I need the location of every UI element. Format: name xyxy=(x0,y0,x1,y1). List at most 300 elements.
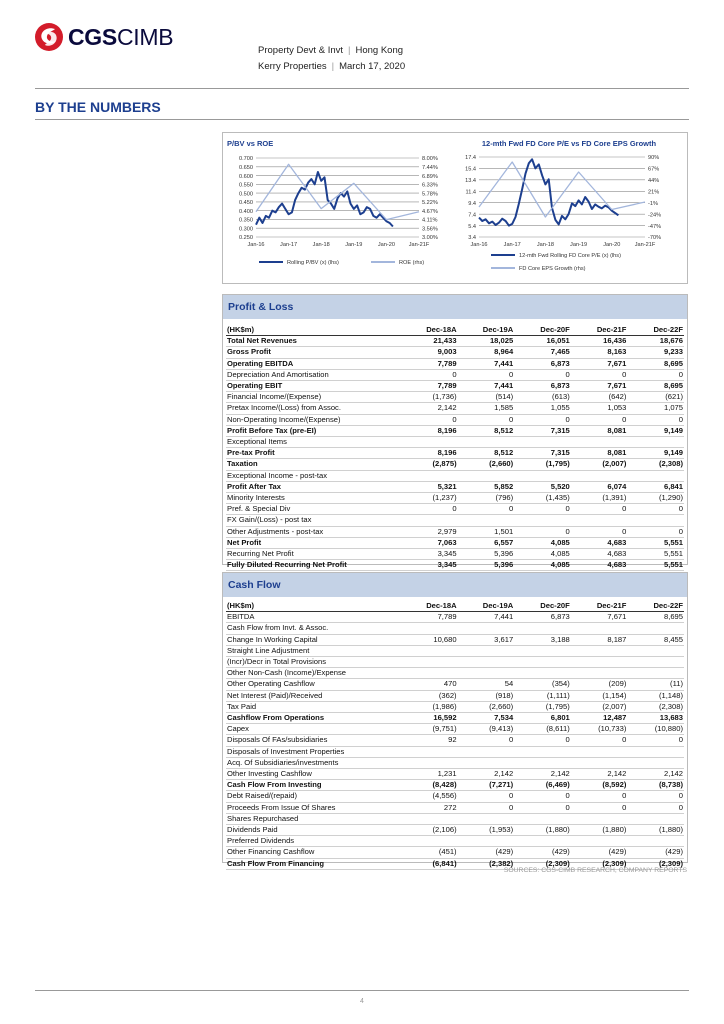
row-label: Other Non-Cash (Income)/Expense xyxy=(226,668,401,679)
cell-value: 0 xyxy=(571,735,628,746)
y-right-tick-label: 4.11% xyxy=(422,217,438,224)
cell-value: 7,789 xyxy=(401,381,458,392)
cell-value xyxy=(627,668,684,679)
y-left-tick-label: 0.300 xyxy=(239,226,253,233)
row-label: Profit Before Tax (pre-EI) xyxy=(226,425,401,436)
table-row xyxy=(226,470,684,481)
row-label: Acq. Of Subsidiaries/investments xyxy=(226,757,401,768)
cgs-cimb-logo-icon xyxy=(34,22,64,52)
cell-value xyxy=(514,746,571,757)
cell-value: 2,142 xyxy=(571,769,628,780)
row-label: Taxation xyxy=(226,459,401,470)
row-label: Debt Raised/(repaid) xyxy=(226,791,401,802)
cell-value: 2,142 xyxy=(627,769,684,780)
cell-value: 0 xyxy=(401,369,458,380)
legend-label: Rolling P/BV (x) (lhs) xyxy=(287,260,339,266)
cell-value xyxy=(401,470,458,481)
table-row xyxy=(226,425,684,436)
cell-value xyxy=(571,470,628,481)
row-label: Operating EBITDA xyxy=(226,358,401,369)
cell-value: 54 xyxy=(458,679,515,690)
cell-value: (362) xyxy=(401,690,458,701)
table-row xyxy=(226,459,684,470)
table-row xyxy=(226,515,684,526)
row-label: Other Investing Cashflow xyxy=(226,769,401,780)
table-row xyxy=(226,403,684,414)
table-row xyxy=(226,780,684,791)
cell-value: 7,441 xyxy=(458,358,515,369)
y-left-tick-label: 0.250 xyxy=(239,235,253,242)
cell-value: 0 xyxy=(571,414,628,425)
cell-value: 8,512 xyxy=(458,425,515,436)
column-header: Dec-20F xyxy=(514,325,571,336)
cell-value: (6,469) xyxy=(514,780,571,791)
table-row xyxy=(226,347,684,358)
cell-value: (621) xyxy=(627,392,684,403)
cell-value: 0 xyxy=(401,504,458,515)
table-row xyxy=(226,813,684,824)
cell-value: 6,841 xyxy=(627,481,684,492)
cell-value: 7,465 xyxy=(514,347,571,358)
column-header: Dec-20F xyxy=(514,601,571,612)
market-label: Hong Kong xyxy=(355,45,404,56)
row-label: Disposals of Investment Properties xyxy=(226,746,401,757)
cell-value: 0 xyxy=(571,791,628,802)
table-row xyxy=(226,701,684,712)
cell-value: 7,315 xyxy=(514,425,571,436)
cell-value: 7,671 xyxy=(571,381,628,392)
charts-panel xyxy=(222,132,688,284)
table-row xyxy=(226,645,684,656)
cell-value: 0 xyxy=(627,504,684,515)
cell-value: 5,551 xyxy=(627,549,684,560)
cell-value: 0 xyxy=(458,802,515,813)
profit-loss-panel xyxy=(222,294,688,570)
table-row xyxy=(226,526,684,537)
cell-value: 8,455 xyxy=(627,634,684,645)
cell-value: 4,683 xyxy=(571,560,628,571)
cell-value xyxy=(401,515,458,526)
row-label: Cashflow From Operations xyxy=(226,713,401,724)
cell-value: (1,435) xyxy=(514,493,571,504)
cash-flow-panel xyxy=(222,572,688,868)
column-header: Dec-22F xyxy=(627,325,684,336)
table-row xyxy=(226,757,684,768)
row-label: Cash Flow From Financing xyxy=(226,858,401,869)
cell-value: 0 xyxy=(627,369,684,380)
table-row xyxy=(226,735,684,746)
unit-header: (HK$m) xyxy=(226,325,401,336)
cell-value xyxy=(514,623,571,634)
cell-value: (10,880) xyxy=(627,724,684,735)
y-right-tick-label: 4.67% xyxy=(422,208,438,215)
legend-label: FD Core EPS Growth (rhs) xyxy=(519,266,586,272)
cell-value: 3,617 xyxy=(458,634,515,645)
cell-value xyxy=(458,623,515,634)
row-label: Straight Line Adjustment xyxy=(226,645,401,656)
row-label: Net Profit xyxy=(226,537,401,548)
cell-value: 1,053 xyxy=(571,403,628,414)
column-header: Dec-21F xyxy=(571,325,628,336)
cell-value: 0 xyxy=(401,414,458,425)
cell-value xyxy=(571,668,628,679)
x-tick-label: Jan-19 xyxy=(345,242,363,248)
cell-value: 0 xyxy=(627,735,684,746)
cash-flow-table xyxy=(226,601,684,870)
cell-value: 7,534 xyxy=(458,713,515,724)
cell-value: 13,683 xyxy=(627,713,684,724)
table-row xyxy=(226,369,684,380)
cell-value xyxy=(571,515,628,526)
cell-value: (1,290) xyxy=(627,493,684,504)
cell-value: 7,315 xyxy=(514,448,571,459)
cell-value: 0 xyxy=(571,526,628,537)
section-title: BY THE NUMBERS xyxy=(35,99,161,115)
cell-value: 18,676 xyxy=(627,336,684,347)
table-row xyxy=(226,836,684,847)
x-tick-label: Jan-21F xyxy=(408,242,430,248)
cell-value: 8,196 xyxy=(401,425,458,436)
cell-value: (2,007) xyxy=(571,459,628,470)
cell-value: 8,081 xyxy=(571,425,628,436)
cell-value: 5,551 xyxy=(627,537,684,548)
sources-note: SOURCES: CGS-CIMB RESEARCH, COMPANY REPORTS xyxy=(503,867,687,874)
cell-value xyxy=(571,645,628,656)
cell-value: (8,428) xyxy=(401,780,458,791)
cell-value xyxy=(627,470,684,481)
y-right-tick-label: 8.00% xyxy=(422,156,438,163)
cell-value: (429) xyxy=(571,847,628,858)
cell-value: 7,671 xyxy=(571,612,628,623)
table-row xyxy=(226,358,684,369)
chart1-series-2-line xyxy=(256,164,419,219)
y-right-tick-label: 5.22% xyxy=(422,200,438,207)
x-tick-label: Jan-18 xyxy=(536,242,554,248)
cell-value: 0 xyxy=(514,802,571,813)
table-row xyxy=(226,549,684,560)
row-label: Non-Operating Income/(Expense) xyxy=(226,414,401,425)
row-label: Pre-tax Profit xyxy=(226,448,401,459)
row-label: Total Net Revenues xyxy=(226,336,401,347)
column-header: Dec-18A xyxy=(401,325,458,336)
cell-value: 0 xyxy=(458,791,515,802)
table-row xyxy=(226,493,684,504)
cell-value: (1,237) xyxy=(401,493,458,504)
cell-value: (451) xyxy=(401,847,458,858)
row-label: Other Operating Cashflow xyxy=(226,679,401,690)
cell-value: 16,592 xyxy=(401,713,458,724)
x-tick-label: Jan-16 xyxy=(247,242,265,248)
cell-value: 16,051 xyxy=(514,336,571,347)
profit-loss-table xyxy=(226,325,684,571)
cell-value xyxy=(458,746,515,757)
table-row xyxy=(226,623,684,634)
sector-label: Property Devt & Invt xyxy=(258,45,344,56)
table-row xyxy=(226,437,684,448)
cell-value xyxy=(401,813,458,824)
cell-value: 1,585 xyxy=(458,403,515,414)
cell-value: 18,025 xyxy=(458,336,515,347)
y-right-tick-label: 90% xyxy=(648,155,660,162)
cell-value: 12,487 xyxy=(571,713,628,724)
row-label: Preferred Dividends xyxy=(226,836,401,847)
y-right-tick-label: -24% xyxy=(648,212,662,219)
y-right-tick-label: 3.00% xyxy=(422,235,438,242)
cell-value: (2,308) xyxy=(627,459,684,470)
cell-value xyxy=(458,836,515,847)
cell-value: (429) xyxy=(514,847,571,858)
cell-value: 7,441 xyxy=(458,612,515,623)
row-label: Gross Profit xyxy=(226,347,401,358)
cell-value xyxy=(458,668,515,679)
cell-value xyxy=(571,746,628,757)
footer-rule xyxy=(35,990,689,991)
cell-value: 6,074 xyxy=(571,481,628,492)
y-right-tick-label: -1% xyxy=(648,200,658,207)
cell-value: 4,683 xyxy=(571,549,628,560)
cell-value: 6,873 xyxy=(514,358,571,369)
row-label: Profit After Tax xyxy=(226,481,401,492)
cell-value xyxy=(514,836,571,847)
cell-value: 0 xyxy=(458,414,515,425)
row-label: Financial Income/(Expense) xyxy=(226,392,401,403)
cell-value: (2,007) xyxy=(571,701,628,712)
cell-value: (2,875) xyxy=(401,459,458,470)
cell-value: (9,751) xyxy=(401,724,458,735)
cash-flow-title: Cash Flow xyxy=(223,573,687,597)
row-label: Disposals Of FAs/subsidiaries xyxy=(226,735,401,746)
y-left-tick-label: 0.600 xyxy=(239,173,253,180)
cell-value: 2,142 xyxy=(514,769,571,780)
cell-value xyxy=(571,623,628,634)
cf-header-row xyxy=(226,601,684,612)
table-row xyxy=(226,802,684,813)
cell-value: (1,953) xyxy=(458,825,515,836)
cell-value: 21,433 xyxy=(401,336,458,347)
cell-value: (2,308) xyxy=(627,701,684,712)
cell-value xyxy=(458,657,515,668)
cell-value xyxy=(514,437,571,448)
cell-value: 8,512 xyxy=(458,448,515,459)
cell-value: 8,187 xyxy=(571,634,628,645)
cell-value: 0 xyxy=(514,791,571,802)
cell-value: 0 xyxy=(458,735,515,746)
report-header: Property Devt & Invt | Hong Kong Kerry Properties | March 17, 2020 xyxy=(258,45,406,72)
y-left-tick-label: 0.650 xyxy=(239,164,253,171)
chart2-title: 12-mth Fwd FD Core P/E vs FD Core EPS Growth xyxy=(481,139,657,148)
cell-value: 1,075 xyxy=(627,403,684,414)
cell-value: 4,085 xyxy=(514,537,571,548)
cell-value: (1,795) xyxy=(514,459,571,470)
profit-loss-title: Profit & Loss xyxy=(223,295,687,319)
cell-value: (6,841) xyxy=(401,858,458,869)
cell-value xyxy=(458,470,515,481)
table-row xyxy=(226,690,684,701)
x-tick-label: Jan-19 xyxy=(570,242,588,248)
cell-value: (796) xyxy=(458,493,515,504)
row-label: Operating EBIT xyxy=(226,381,401,392)
cell-value xyxy=(514,668,571,679)
cell-value: (1,391) xyxy=(571,493,628,504)
cell-value: (1,880) xyxy=(514,825,571,836)
chart1-pbv-vs-roe xyxy=(223,145,448,285)
cell-value: 8,695 xyxy=(627,381,684,392)
cell-value: 272 xyxy=(401,802,458,813)
header-rule xyxy=(35,88,689,89)
y-right-tick-label: -70% xyxy=(648,235,662,242)
chart2-series-2-line xyxy=(479,162,645,217)
cell-value: (1,880) xyxy=(627,825,684,836)
cell-value: (2,106) xyxy=(401,825,458,836)
x-tick-label: Jan-20 xyxy=(377,242,395,248)
cell-value: 1,501 xyxy=(458,526,515,537)
cell-value: 6,873 xyxy=(514,381,571,392)
cell-value: (514) xyxy=(458,392,515,403)
cell-value: 0 xyxy=(571,802,628,813)
y-right-tick-label: 5.78% xyxy=(422,191,438,198)
cell-value: (1,880) xyxy=(571,825,628,836)
y-left-tick-label: 9.4 xyxy=(468,200,476,207)
table-row xyxy=(226,381,684,392)
pl-header-row xyxy=(226,325,684,336)
y-left-tick-label: 0.500 xyxy=(239,191,253,198)
cell-value xyxy=(458,515,515,526)
column-header: Dec-19A xyxy=(458,601,515,612)
cell-value: 7,063 xyxy=(401,537,458,548)
cell-value: 4,085 xyxy=(514,560,571,571)
cell-value: (7,271) xyxy=(458,780,515,791)
page-number: 4 xyxy=(360,998,364,1005)
cell-value: 6,873 xyxy=(514,612,571,623)
cell-value: (1,111) xyxy=(514,690,571,701)
y-left-tick-label: 11.4 xyxy=(465,189,476,196)
cell-value xyxy=(627,813,684,824)
cell-value: (2,309) xyxy=(571,858,628,869)
cell-value xyxy=(571,757,628,768)
cell-value: (429) xyxy=(627,847,684,858)
row-label: Pretax Income/(Loss) from Assoc. xyxy=(226,403,401,414)
cell-value xyxy=(627,657,684,668)
legend-label: 12-mth Fwd Rolling FD Core P/E (x) (lhs) xyxy=(519,253,621,259)
cell-value: 0 xyxy=(514,526,571,537)
y-left-tick-label: 17.4 xyxy=(465,155,476,162)
table-row xyxy=(226,448,684,459)
x-tick-label: Jan-21F xyxy=(634,242,656,248)
row-label: EBITDA xyxy=(226,612,401,623)
cell-value: 10,680 xyxy=(401,634,458,645)
cell-value xyxy=(401,757,458,768)
cell-value: 0 xyxy=(627,802,684,813)
row-label: Exceptional Income - post-tax xyxy=(226,470,401,481)
cell-value: (209) xyxy=(571,679,628,690)
cell-value xyxy=(571,813,628,824)
table-row xyxy=(226,724,684,735)
cell-value: 0 xyxy=(514,369,571,380)
y-left-tick-label: 15.4 xyxy=(465,166,476,173)
table-row xyxy=(226,668,684,679)
y-left-tick-label: 13.4 xyxy=(465,178,476,185)
cell-value: 8,695 xyxy=(627,358,684,369)
table-row xyxy=(226,769,684,780)
x-tick-label: Jan-20 xyxy=(603,242,621,248)
cell-value xyxy=(514,515,571,526)
row-label: Exceptional Items xyxy=(226,437,401,448)
row-label: FX Gain/(Loss) - post tax xyxy=(226,515,401,526)
table-row xyxy=(226,612,684,623)
cell-value: (429) xyxy=(458,847,515,858)
x-tick-label: Jan-17 xyxy=(503,242,521,248)
cell-value xyxy=(401,437,458,448)
cell-value: (2,660) xyxy=(458,701,515,712)
company-label: Kerry Properties xyxy=(258,61,327,72)
cell-value xyxy=(458,757,515,768)
row-label: Proceeds From Issue Of Shares xyxy=(226,802,401,813)
row-label: Change In Working Capital xyxy=(226,634,401,645)
cell-value xyxy=(458,813,515,824)
cell-value: 1,055 xyxy=(514,403,571,414)
cell-value: 2,142 xyxy=(401,403,458,414)
cell-value: (2,382) xyxy=(458,858,515,869)
unit-header: (HK$m) xyxy=(226,601,401,612)
cell-value: 5,321 xyxy=(401,481,458,492)
cell-value: (2,309) xyxy=(514,858,571,869)
cell-value: 5,551 xyxy=(627,560,684,571)
cell-value: 4,683 xyxy=(571,537,628,548)
row-label: Tax Paid xyxy=(226,701,401,712)
cell-value: 0 xyxy=(514,504,571,515)
cell-value: 2,979 xyxy=(401,526,458,537)
report-date: March 17, 2020 xyxy=(339,61,406,72)
cell-value xyxy=(627,623,684,634)
y-left-tick-label: 5.4 xyxy=(468,223,476,230)
cell-value xyxy=(571,437,628,448)
y-left-tick-label: 0.400 xyxy=(239,208,253,215)
cell-value: 3,345 xyxy=(401,560,458,571)
chart2-pe-vs-eps-growth xyxy=(455,145,685,285)
y-left-tick-label: 0.450 xyxy=(239,200,253,207)
cell-value xyxy=(514,813,571,824)
y-left-tick-label: 0.700 xyxy=(239,156,253,163)
table-row xyxy=(226,634,684,645)
cell-value xyxy=(514,470,571,481)
y-right-tick-label: 7.44% xyxy=(422,164,438,171)
cell-value xyxy=(627,746,684,757)
cell-value xyxy=(571,836,628,847)
table-row xyxy=(226,847,684,858)
cell-value xyxy=(401,668,458,679)
cell-value: 0 xyxy=(514,414,571,425)
title-rule xyxy=(35,119,689,120)
row-label: Other Financing Cashflow xyxy=(226,847,401,858)
cell-value: 5,520 xyxy=(514,481,571,492)
row-label: Fully Diluted Recurring Net Profit xyxy=(226,560,401,571)
cell-value: 9,003 xyxy=(401,347,458,358)
cell-value: 9,233 xyxy=(627,347,684,358)
cell-value: 8,196 xyxy=(401,448,458,459)
cell-value xyxy=(627,437,684,448)
y-left-tick-label: 3.4 xyxy=(468,235,476,242)
cell-value: 8,964 xyxy=(458,347,515,358)
y-right-tick-label: 21% xyxy=(648,189,660,196)
row-label: Shares Repurchased xyxy=(226,813,401,824)
row-label: Other Adjustments - post-tax xyxy=(226,526,401,537)
cell-value xyxy=(571,657,628,668)
y-right-tick-label: 44% xyxy=(648,178,660,185)
cell-value: 9,149 xyxy=(627,448,684,459)
table-row xyxy=(226,679,684,690)
brand-wordmark: CGSCIMB xyxy=(68,23,174,50)
cell-value: 0 xyxy=(627,526,684,537)
